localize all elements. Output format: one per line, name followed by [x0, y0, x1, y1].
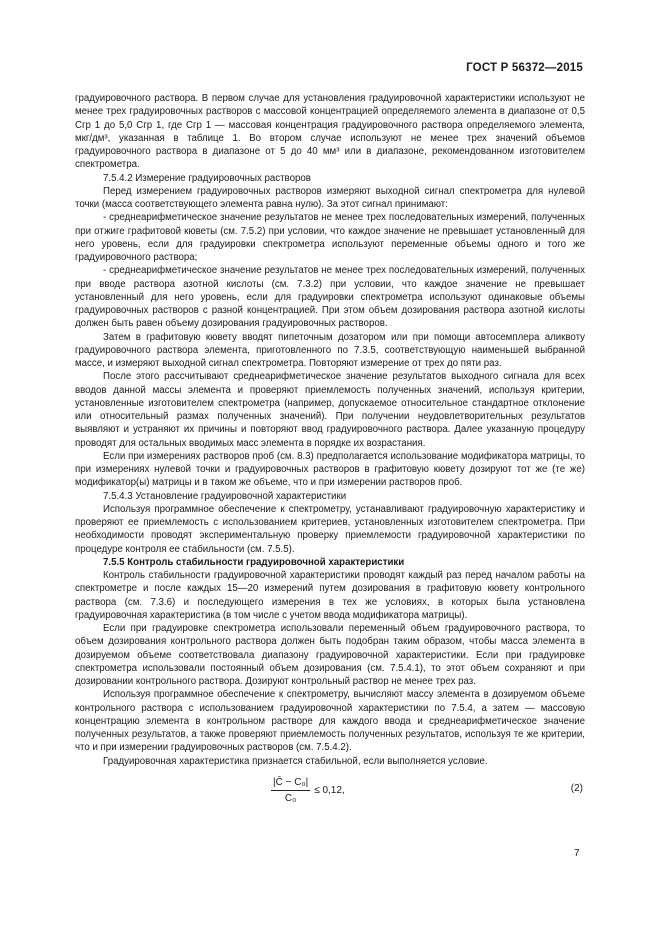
list-item: - среднеарифметическое значение результатов не менее трех последовательных измерений, полученных при отжиге графитовой кюветы (см. 7.5.2) при условии, что каждое значение не превышает установленный для него уровень, если для градуировки спектрометра используют переменные объемы одного и того же градуировочного раствора;	[75, 212, 585, 263]
paragraph: Перед измерением градуировочных растворов измеряют выходной сигнал спектрометра для нулевой точки (масса соответствующего элемента равна нулю). За этот сигнал принимают:	[75, 185, 585, 210]
list-item: - среднеарифметическое значение результатов не менее трех последовательных измерений, полученных при вводе раствора азотной кислоты (см. 7.3.2) при условии, что каждое значение не превышает установленный для него уровень, если для градуировки спектрометра используют одинаковые объемы градуировочных растворов с разной концентрацией. При этом объем дозирования раствора азотной кислоты должен быть равен объему дозирования градуировочных растворов.	[75, 265, 585, 330]
paragraph: Контроль стабильности градуировочной характеристики проводят каждый раз перед началом работы на спектрометре и после каждых 15—20 измерений путем дозирования в графитовую кювету контрольного раствора (см. 7.3.6) и последующего измерения в тех же условиях, в которых была установлена градуировочная характеристика (в том числе с учетом ввода модификатора матрицы).	[75, 570, 585, 621]
paragraph: Если при измерениях растворов проб (см. 8.3) предполагается использование модификатора матрицы, то при измерениях нулевой точки и градуировочных растворов в графитовую кювету дозируют тот же (те же) модификатор(ы) матрицы и в таком же объеме, что и при измерении растворов проб.	[75, 450, 585, 489]
paragraph: Используя программное обеспечение к спектрометру, вычисляют массу элемента в дозируемом объеме контрольного раствора с использованием градуировочной характеристики по 7.5.4, а затем — массовую концентрацию элемента в контрольном растворе для каждого ввода и среднеарифметическое значение полученных результатов, а также проверяют приемлемость полученных результатов, используя те же критерии, что и при измерении градуировочных растворов (см. 7.5.4.2).	[75, 689, 585, 754]
document-header: ГОСТ Р 56372—2015	[466, 62, 583, 74]
formula-block	[75, 772, 585, 806]
paragraph: градуировочного раствора. В первом случае для установления градуировочной характеристики используют не менее трех градуировочных растворов с массовой концентрацией определяемого элемента в диапазоне от 0,5 Cгр 1 до 5,0 Cгр 1, где Cгр 1 — массовая концентрация градуировочного раствора определяемого элемента, мкг/дм³, указанная в таблице 1. Во втором случае используют не менее трех значений объемов градуировочного раствора в диапазоне от 5 до 40 мм³ или в диапазоне, рекомендованном изготовителем спектрометра.	[75, 93, 585, 171]
formula	[271, 776, 345, 806]
formula-condition: ≤ 0,12,	[314, 784, 345, 796]
paragraph: Градуировочная характеристика признается стабильной, если выполняется условие.	[103, 755, 488, 767]
page-number: 7	[574, 848, 580, 859]
paragraph: После этого рассчитывают среднеарифметическое значение результатов выходного сигнала для всех вводов данной массы элемента и проверяют приемлемость полученных значений, используя критерии, установленные изготовителем спектрометра (например, допускаемое относительное стандартное отклонение или относительный размах полученных значений). При получении неудовлетворительных результатов выявляют и устраняют их причины и повторяют ввод градуировочного раствора. Далее указанную процедуру проводят для остальных вводимых масс элемента в порядке их возрастания.	[75, 371, 585, 449]
equation-number: (2)	[570, 782, 583, 794]
subsection-heading: 7.5.4.3 Установление градуировочной характеристики	[103, 490, 347, 502]
section-heading: 7.5.5 Контроль стабильности градуировочной характеристики	[103, 556, 405, 568]
document-body	[75, 92, 585, 806]
paragraph: Затем в графитовую кювету вводят пипеточным дозатором или при помощи автосемплера аликвоту градуировочного раствора элемента, приготовленного по 7.3.5, соответствующую наименьшей выбранной массе, и измеряют выходной сигнал спектрометра. Повторяют измерение от трех до пяти раз.	[75, 331, 585, 369]
subsection-heading: 7.5.4.2 Измерение градуировочных растворов	[103, 172, 311, 184]
formula-denominator: C₀	[284, 793, 297, 804]
formula-numerator: |C̄ − C₀|	[271, 776, 310, 791]
paragraph: Используя программное обеспечение к спектрометру, устанавливают градуировочную характеристику и проверяют ее приемлемость с использованием критериев, установленных изготовителем спектрометра. При необходимости проводят экспериментальную проверку приемлемости градуировочной характеристики по процедуре контроля ее стабильности (см. 7.5.5).	[75, 503, 585, 555]
formula-fraction	[271, 776, 310, 806]
paragraph: Если при градуировке спектрометра использовали переменный объем градуировочного раствора, то объем дозирования контрольного раствора должен быть подобран таким образом, чтобы масса элемента в дозируемом объеме соответствовала диапазону градуировочной характеристики. Если при градуировке спектрометра использовали постоянный объем дозирования (см. 7.5.4.1), то этот объем сохраняют и при дозировании контрольного раствора. Дозируют контрольный раствор не менее трех раз.	[75, 623, 585, 687]
